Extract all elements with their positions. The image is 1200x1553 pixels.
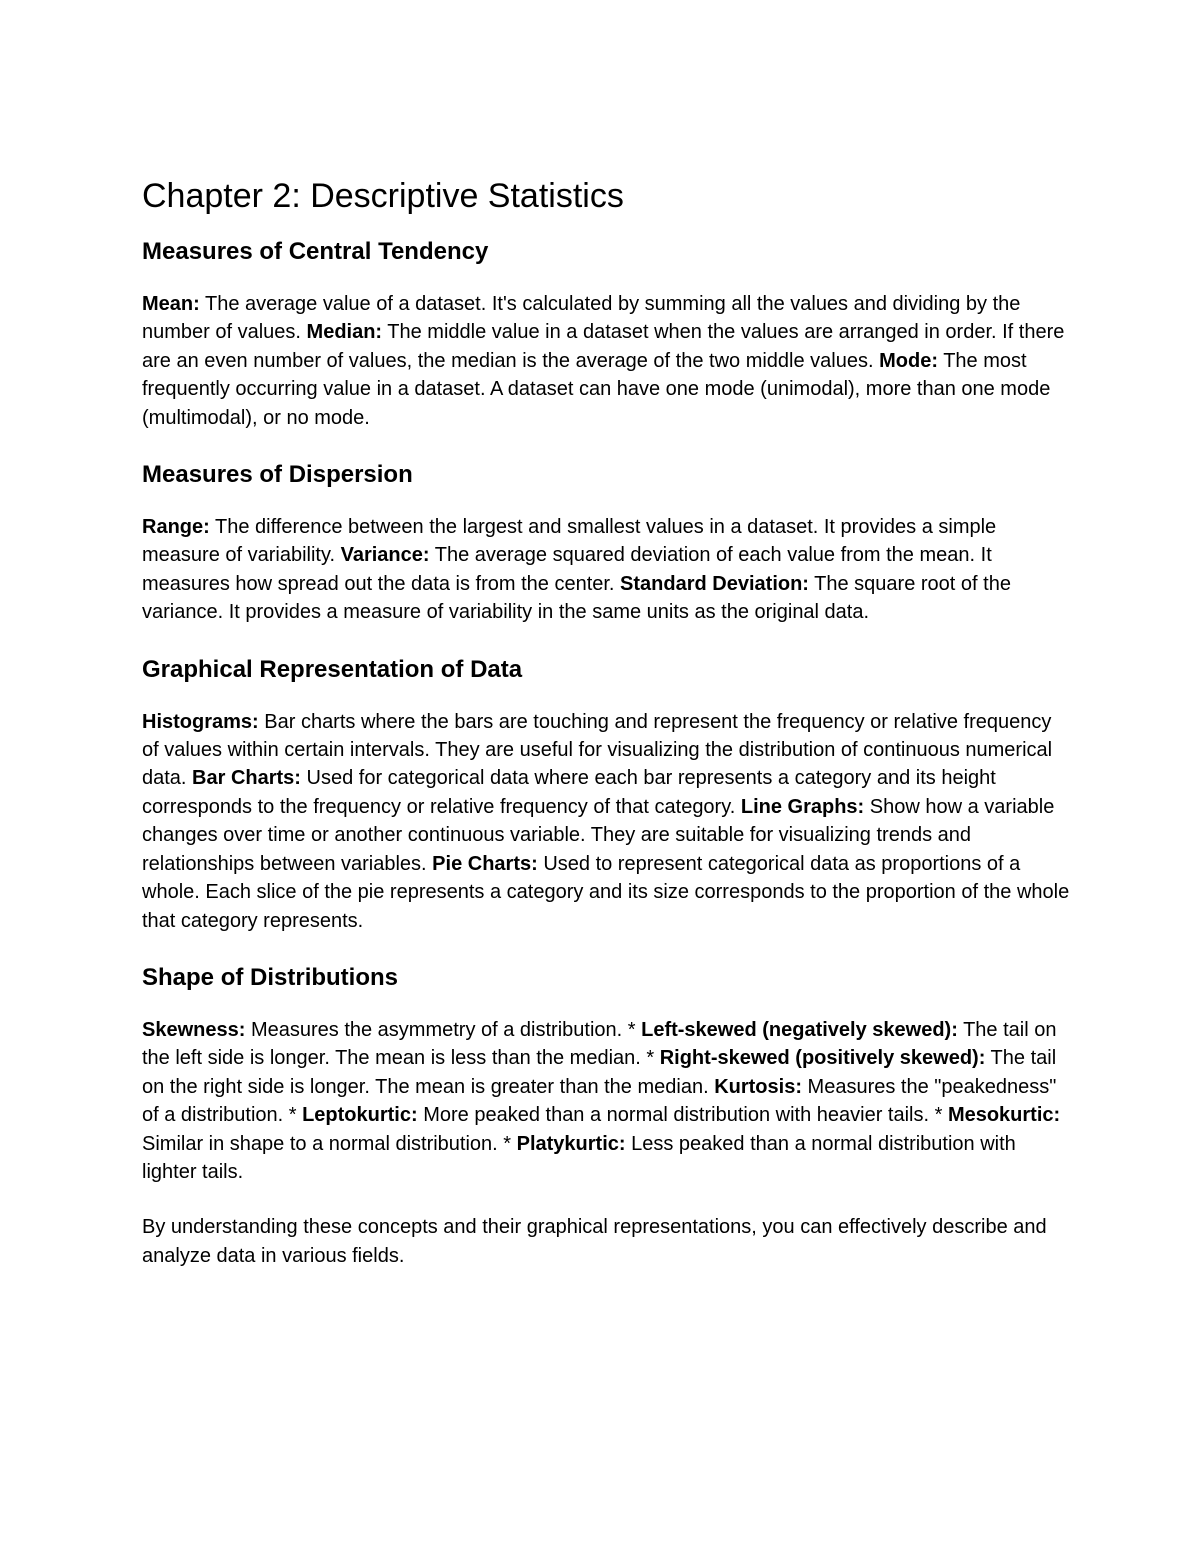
term-histograms: Histograms: xyxy=(142,710,259,733)
term-left-skewed: Left-skewed (negatively skewed): xyxy=(641,1018,958,1041)
definition-median: The middle value in a dataset when the values are arranged in order. If there are an even number of values, the median is the average of the two middle values. xyxy=(142,321,1065,372)
definition-mesokurtic: Similar in shape to a normal distribution. * xyxy=(142,1132,517,1155)
section-heading-graphical-representation: Graphical Representation of Data xyxy=(142,655,523,683)
definition-skewness: Measures the asymmetry of a distribution. * xyxy=(245,1018,642,1041)
term-mode: Mode: xyxy=(879,349,938,372)
section-heading-dispersion: Measures of Dispersion xyxy=(142,461,413,489)
term-bar-charts: Bar Charts: xyxy=(192,767,301,790)
definition-right-skewed: The tail on the right side is longer. The mean is greater than the median. xyxy=(142,1047,1057,1098)
term-mesokurtic: Mesokurtic: xyxy=(947,1104,1061,1127)
term-right-skewed: Right-skewed (positively skewed): xyxy=(659,1047,986,1070)
section-heading-shape-of-distributions: Shape of Distributions xyxy=(142,963,399,991)
definition-kurtosis: Measures the "peakedness" of a distribution. * xyxy=(142,1075,1057,1127)
definition-histograms: Bar charts where the bars are touching and represent the frequency or relative frequency of values within certain intervals. They are useful for visualizing the distribution of continuous numerical data. xyxy=(142,710,1053,790)
term-leptokurtic: Leptokurtic: xyxy=(302,1104,418,1127)
term-pie-charts: Pie Charts: xyxy=(432,852,538,875)
definition-range: The difference between the largest and smallest values in a dataset. It provides a simple measure of variability. xyxy=(142,516,997,567)
term-skewness: Skewness: xyxy=(142,1018,246,1041)
term-variance: Variance: xyxy=(340,544,430,567)
definition-mean: The average value of a dataset. It's calculated by summing all the values and dividing by the number of values. xyxy=(142,293,1021,344)
section-heading-central-tendency: Measures of Central Tendency xyxy=(142,238,489,265)
term-mean: Mean: xyxy=(142,293,200,315)
definition-line-graphs: Show how a variable changes over time or another continuous variable. They are suitable for visualizing trends and relationships between variables. xyxy=(142,795,1055,875)
term-range: Range: xyxy=(142,516,210,539)
closing-paragraph: By understanding these concepts and their graphical representations, you can effectively describe and analyze data in various fields. xyxy=(142,1216,1047,1267)
section-paragraph-dispersion xyxy=(142,513,1072,627)
chapter-title: Chapter 2: Descriptive Statistics xyxy=(142,177,624,215)
section-paragraph-shape-of-distributions xyxy=(142,1016,1072,1186)
definition-bar-charts: Used for categorical data where each bar represents a category and its height corresponds to the frequency or relative frequency of that category. xyxy=(142,767,996,818)
term-median: Median: xyxy=(306,321,383,344)
section-paragraph-central-tendency xyxy=(142,290,1072,432)
section-paragraph-graphical-representation xyxy=(142,708,1072,935)
document-page xyxy=(142,172,1072,1297)
definition-left-skewed: The tail on the left side is longer. The mean is less than the median. * xyxy=(142,1018,1057,1070)
definition-platykurtic: Less peaked than a normal distribution with lighter tails. xyxy=(142,1132,1016,1183)
definition-variance: The average squared deviation of each value from the mean. It measures how spread out the data is from the center. xyxy=(142,544,992,595)
term-standard-deviation: Standard Deviation: xyxy=(620,572,809,595)
term-kurtosis: Kurtosis: xyxy=(714,1075,802,1098)
term-line-graphs: Line Graphs: xyxy=(740,795,865,818)
definition-mode: The most frequently occurring value in a dataset. A dataset can have one mode (unimodal), more than one mode (multimodal), or no mode. xyxy=(142,349,1051,429)
term-platykurtic: Platykurtic: xyxy=(516,1132,626,1155)
definition-pie-charts: Used to represent categorical data as proportions of a whole. Each slice of the pie represents a category and its size corresponds to the proportion of the whole that category represents. xyxy=(142,852,1070,932)
definition-standard-deviation: The square root of the variance. It provides a measure of variability in the same units as the original data. xyxy=(142,572,1011,624)
definition-leptokurtic: More peaked than a normal distribution with heavier tails. * xyxy=(417,1104,948,1127)
